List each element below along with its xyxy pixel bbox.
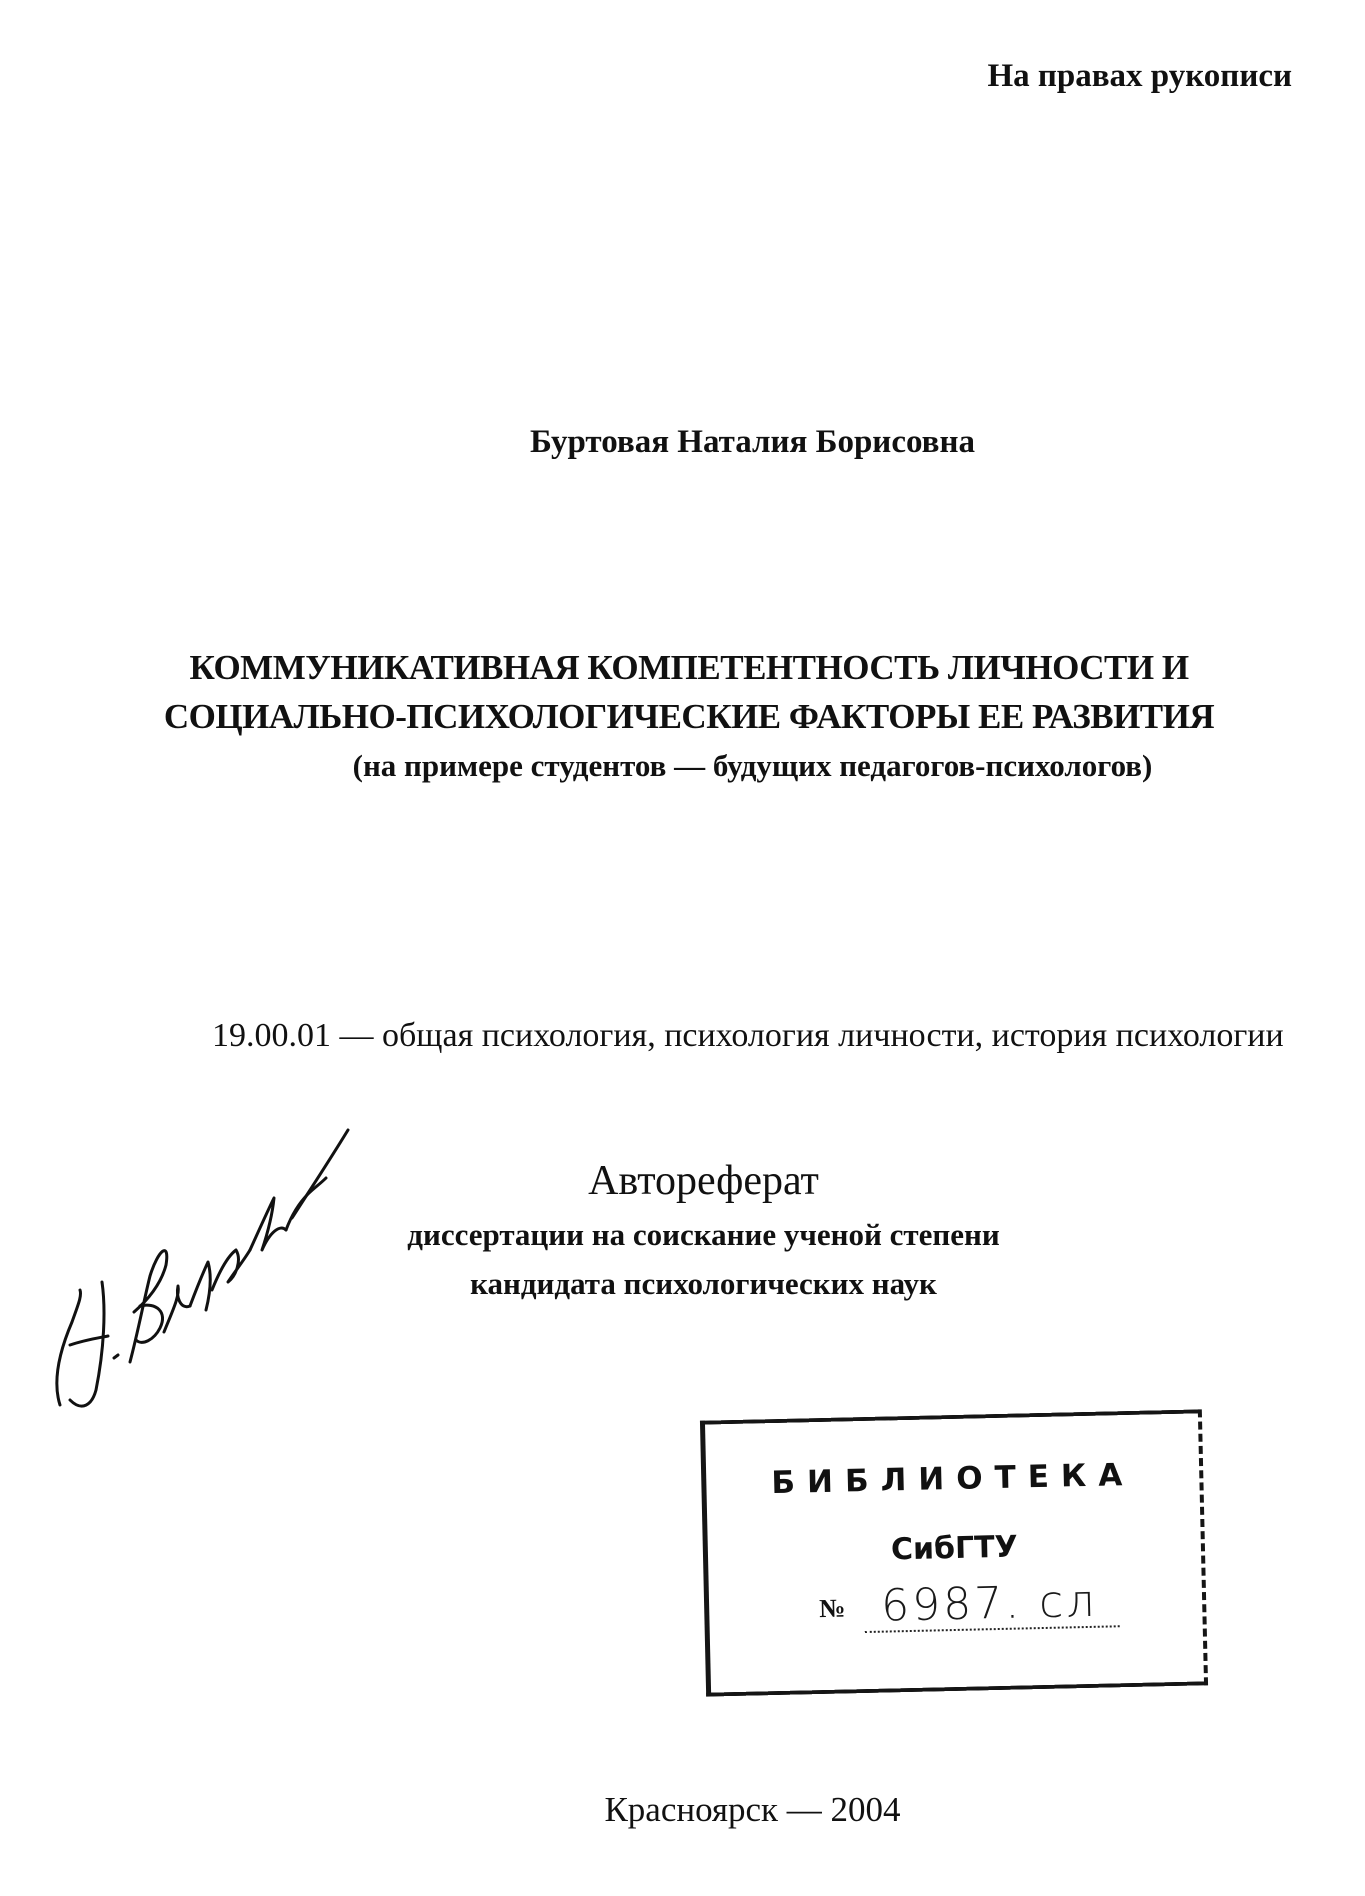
stamp-university-label: СибГТУ	[890, 1529, 1019, 1568]
stamp-number-label: №	[818, 1593, 846, 1624]
title-line-2: СОЦИАЛЬНО-ПСИХОЛОГИЧЕСКИЕ ФАКТОРЫ ЕЕ РАЗВИТИЯ	[163, 697, 1215, 736]
dissertation-line-2: кандидата психологических наук	[470, 1266, 937, 1301]
specialty-code: 19.00.01 — общая психология, психология личности, история психологии	[212, 1017, 1284, 1054]
title-subtitle: (на примере студентов — будущих педагогов-психологов)	[352, 748, 1153, 783]
manuscript-rights-note: На правах рукописи	[987, 58, 1292, 94]
author-name: Буртовая Наталия Борисовна	[530, 424, 975, 460]
handwritten-signature	[30, 1100, 360, 1430]
library-stamp	[700, 1409, 1208, 1696]
abstract-heading: Автореферат	[588, 1158, 819, 1204]
stamp-number-value: 6987. сл	[880, 1575, 1098, 1632]
title-line-1: КОММУНИКАТИВНАЯ КОМПЕТЕНТНОСТЬ ЛИЧНОСТИ И	[189, 648, 1189, 687]
dissertation-line-1: диссертации на соискание ученой степени	[407, 1217, 1000, 1252]
city-year: Красноярск — 2004	[604, 1790, 901, 1829]
stamp-library-label: БИБЛИОТЕКА	[771, 1456, 1135, 1502]
